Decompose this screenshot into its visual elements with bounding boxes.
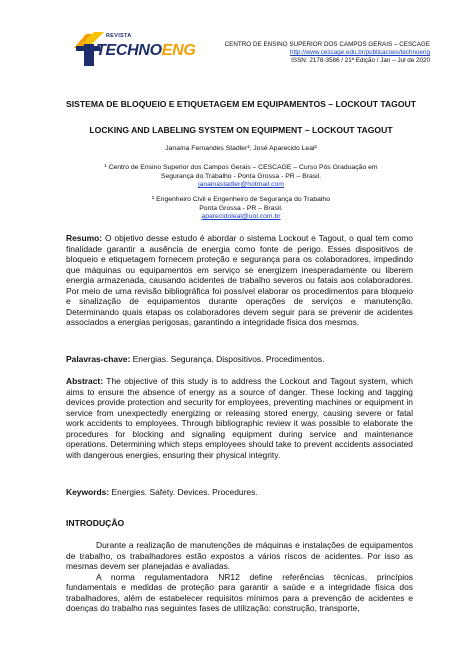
abstract-label: Abstract:	[66, 376, 104, 386]
journal-info	[225, 41, 430, 66]
affiliation-2-email-link[interactable]: aparecidoleal@uol.com.br	[201, 213, 281, 220]
authors-line: Janaína Fernandes Stadler¹; José Aparecido Leal²	[165, 145, 317, 152]
resumo-paragraph	[66, 233, 413, 328]
affiliation-2-text: ² Engenheiro Civil e Engenheiro de Segurança do Trabalho	[152, 196, 330, 203]
title-english: LOCKING AND LABELING SYSTEM ON EQUIPMENT – LOCKOUT TAGOUT	[89, 125, 393, 135]
abstract-paragraph	[66, 376, 413, 460]
title-portuguese: SISTEMA DE BLOQUEIO E ETIQUETAGEM EM EQUIPAMENTOS – LOCKOUT TAGOUT	[66, 99, 416, 109]
intro-paragraph-1: Durante a realização de manutenções de máquinas e instalações de equipamentos de trabalho, os trabalhadores estão expostos a vários riscos de acidentes. Por isso as mesmas devem ser planejadas e avaliadas.	[66, 540, 413, 572]
keywords-label: Keywords:	[66, 487, 110, 497]
affiliation-1-email-link[interactable]: janainastadler@hotmail.com	[198, 181, 284, 188]
journal-logo	[72, 30, 194, 70]
logo-brand-text: TECHNOENG	[96, 42, 196, 59]
section-title: INTRODUÇÃO	[66, 518, 125, 528]
intro-paragraph-2: A norma regulamentadora NR12 define referências técnicas, princípios fundamentais e medidas de proteção para garantir a saúde e a integridade física dos trabalhadores, além de estabelecer requisitos mínimos para a prevenção de acidentes e doenças do trabalho nas seguintes fases de utilização: construção, transporte,	[66, 571, 413, 614]
resumo-label: Resumo:	[66, 233, 103, 243]
palavras-chave-label: Palavras-chave:	[66, 354, 131, 364]
palavras-chave-text: Energias. Segurança. Dispositivos. Procedimentos.	[132, 354, 325, 364]
keywords-text: Energies. Safety. Devices. Procedures.	[111, 487, 258, 497]
institution-name: CENTRO DE ENSINO SUPERIOR DOS CAMPOS GERAIS – CESCAGE	[224, 41, 430, 48]
palavras-chave-paragraph	[66, 354, 413, 365]
keywords-paragraph	[66, 487, 413, 498]
issn-line: ISSN: 2178-3586 / 21ª Edição / Jan – Jul de 2020	[291, 57, 430, 65]
abstract-text: The objective of this study is to address the Lockout and Tagout system, which aims to ensure the absence of energy as a source of danger. These locking and tagging devices provide protection and security for employees, preventing machines or equipment in service from unexpectedly energizing or releasing stored energy, causing severe or fatal work accidents to employees. Through bibliographic review it was possible to elaborate the procedures for blocking and signaling equipment during service and maintenance operations. Determining which steps employees should take to prevent accidents associated with dangerous energies, ensuring their physical integrity.	[66, 376, 413, 460]
affiliation-1-text: ¹ Centro de Ensino Superior dos Campos Gerais – CESCAGE – Curso Pós Graduação em Segurança do Trabalho - Ponta Grossa - PR – Brasil.	[104, 164, 378, 180]
affiliation-1	[88, 164, 394, 190]
resumo-text: O objetivo desse estudo é abordar o sistema Lockout e Tagout, o qual tem como finalidade garantir a ausência de energia como fonte de perigo. Esses dispositivos de bloqueio e etiquetagem fornecem proteção e segurança para os colaboradores, impedindo que máquinas ou equipamentos em serviço se energizem inesperadamente ou liberem energia armazenada, causando acidentes de trabalho severos ou fatais aos colaboradores. Por meio de uma revisão bibliográfica foi possível elaborar os procedimentos para bloqueio e sinalização de equipamentos durante operações de serviços e manutenção. Determinando quais etapas os colaboradores devem seguir para se prevenir de acidentes associados a energias perigosas, garantindo a integridade física dos mesmos.	[66, 233, 413, 328]
affiliation-2-location: Ponta Grossa - PR – Brasil.	[199, 204, 283, 212]
logo-small-text: REVISTA	[106, 33, 132, 39]
intro-body	[66, 540, 413, 614]
journal-url-link[interactable]: http://www.cescage.edu.br/publicacoes/technoeng	[289, 49, 430, 57]
affiliation-2	[88, 196, 394, 222]
